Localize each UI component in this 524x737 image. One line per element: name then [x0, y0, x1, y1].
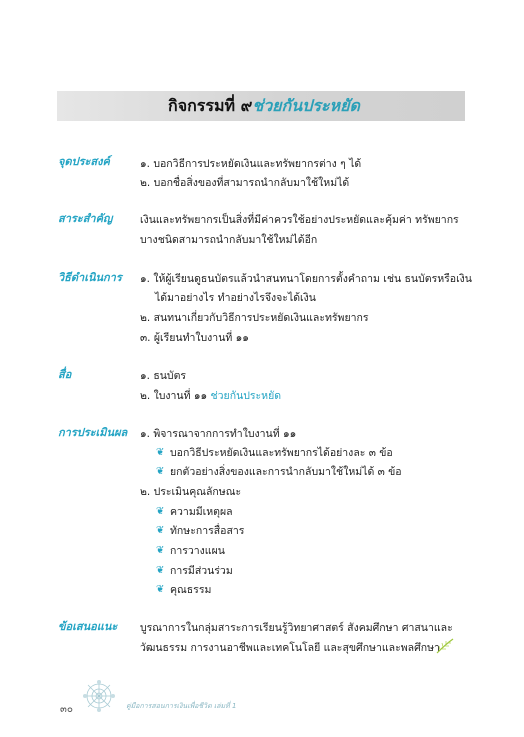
feather-icon	[436, 638, 454, 654]
page-title	[168, 96, 360, 116]
suggestion-line-2: วัฒนธรรม การงานอาชีพและเทคโนโลยี และสุขศึกษาและพลศึกษา	[140, 642, 440, 654]
floral-ornament-icon	[78, 676, 120, 716]
activity-name: ช่วยกันประหยัด	[252, 96, 360, 115]
evaluation-sub2-item-5: คุณธรรม	[170, 584, 212, 596]
section-label-suggestion: ข้อเสนอแนะ	[58, 620, 118, 633]
section-label-media: สื่อ	[58, 368, 72, 381]
flower-bullet-icon: ❦	[156, 447, 165, 458]
evaluation-sub2-item-4: การมีส่วนร่วม	[170, 565, 233, 577]
evaluation-line-1: ๑. พิจารณาจากการทำใบงานที่ ๑๑	[140, 428, 297, 440]
objective-line-1: ๑. บอกวิธีการประหยัดเงินและทรัพยากรต่าง ๆ ได้	[140, 158, 362, 170]
flower-bullet-icon: ❦	[156, 545, 165, 556]
media-line-2	[140, 388, 281, 404]
evaluation-sub2-item-2: ทักษะการสื่อสาร	[170, 525, 245, 537]
essence-line-2: บางชนิดสามารถนำกลับมาใช้ใหม่ได้อีก	[140, 234, 318, 246]
worksheet-name: ช่วยกันประหยัด	[210, 390, 282, 402]
page-number: ๓๐	[60, 704, 73, 715]
procedure-line-3: ๒. สนทนาเกี่ยวกับวิธีการประหยัดเงินและทรัพยากร	[140, 312, 369, 324]
evaluation-sub1-item-1: บอกวิธีประหยัดเงินและทรัพยากรได้อย่างละ ๓ ข้อ	[170, 447, 393, 459]
procedure-line-4: ๓. ผู้เรียนทำใบงานที่ ๑๑	[140, 332, 249, 344]
flower-bullet-icon: ❦	[156, 525, 165, 536]
procedure-line-2: ได้มาอย่างไร ทำอย่างไรจึงจะได้เงิน	[155, 292, 316, 304]
flower-bullet-icon: ❦	[156, 506, 165, 517]
activity-number: กิจกรรมที่ ๙	[168, 96, 253, 115]
section-label-objective: จุดประสงค์	[58, 155, 110, 168]
section-label-procedure: วิธีดำเนินการ	[58, 271, 122, 284]
footer-book-title: คู่มือการสอนการเงินเพื่อชีวิต เล่มที่ 1	[126, 702, 237, 710]
media-line-1: ๑. ธนบัตร	[140, 370, 187, 382]
evaluation-sub1-item-2: ยกตัวอย่างสิ่งของและการนำกลับมาใช้ใหม่ได้ ๓ ข้อ	[170, 466, 402, 478]
evaluation-sub2-item-3: การวางแผน	[170, 545, 225, 557]
flower-bullet-icon: ❦	[156, 584, 165, 595]
evaluation-line-2: ๒. ประเมินคุณลักษณะ	[140, 486, 242, 498]
procedure-line-1: ๑. ให้ผู้เรียนดูธนบัตรแล้วนำสนทนาโดยการตั้งคำถาม เช่น ธนบัตรหรือเงิน	[140, 273, 472, 285]
flower-bullet-icon: ❦	[156, 565, 165, 576]
media-line-2-text: ๒. ใบงานที่ ๑๑	[140, 390, 211, 402]
suggestion-line-1: บูรณาการในกลุ่มสาระการเรียนรู้วิทยาศาสตร์ สังคมศึกษา ศาสนาและ	[140, 622, 453, 634]
objective-line-2: ๒. บอกชื่อสิ่งของที่สามารถนำกลับมาใช้ใหม่ได้	[140, 177, 350, 189]
section-label-essence: สาระสำคัญ	[58, 212, 113, 225]
essence-line-1: เงินและทรัพยากรเป็นสิ่งที่มีค่าควรใช้อย่างประหยัดและคุ้มค่า ทรัพยากร	[140, 214, 459, 226]
section-label-evaluation: การประเมินผล	[58, 426, 128, 439]
evaluation-sub2-item-1: ความมีเหตุผล	[170, 506, 233, 518]
flower-bullet-icon: ❦	[156, 466, 165, 477]
